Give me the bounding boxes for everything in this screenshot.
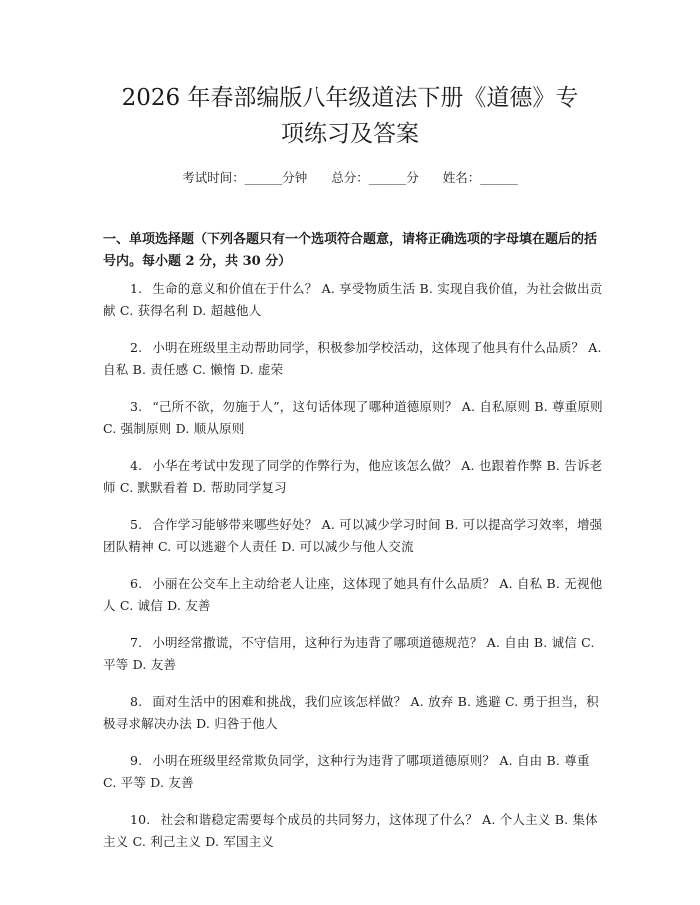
document-title	[60, 80, 640, 152]
question-text: 小华在考试中发现了同学的作弊行为，他应该怎么做？ A. 也跟着作弊 B. 告诉老师 C. 默默看着 D. 帮助同学复习	[103, 458, 603, 495]
question-number: 3.	[130, 399, 143, 414]
question-item	[103, 632, 603, 676]
question-item	[103, 809, 603, 853]
question-number: 7.	[130, 635, 143, 650]
question-list	[103, 278, 603, 868]
question-text: 社会和谐稳定需要每个成员的共同努力，这体现了什么？ A. 个人主义 B. 集体主义 C. 利己主义 D. 军国主义	[103, 812, 598, 849]
title-line-2: 项练习及答案	[281, 121, 419, 147]
question-item	[103, 514, 603, 558]
question-number: 1.	[130, 281, 143, 296]
title-line-1: 2026 年春部编版八年级道法下册《道德》专	[121, 85, 579, 111]
question-item	[103, 278, 603, 322]
student-name-label: 姓名：______	[442, 170, 518, 185]
question-text: 小明经常撒谎，不守信用，这种行为违背了哪项道德规范？ A. 自由 B. 诚信 C. 平等 D. 友善	[103, 635, 595, 672]
question-number: 10.	[130, 812, 151, 827]
question-item	[103, 337, 603, 381]
question-text: 小明在班级里主动帮助同学，积极参加学校活动，这体现了他具有什么品质？ A. 自私 B. 责任感 C. 懒惰 D. 虚荣	[103, 340, 602, 377]
question-number: 4.	[130, 458, 143, 473]
question-text: “己所不欲，勿施于人”，这句话体现了哪种道德原则？ A. 自私原则 B. 尊重原则 C. 强制原则 D. 顺从原则	[103, 399, 603, 436]
section-heading: 一、单项选择题（下列各题只有一个选项符合题意，请将正确选项的字母填在题后的括号内。每小题 2 分，共 30 分）	[103, 232, 598, 269]
question-item	[103, 750, 603, 794]
question-item	[103, 396, 603, 440]
question-text: 小丽在公交车上主动给老人让座，这体现了她具有什么品质？ A. 自私 B. 无视他人 C. 诚信 D. 友善	[103, 576, 603, 613]
question-text: 生命的意义和价值在于什么？ A. 享受物质生活 B. 实现自我价值，为社会做出贡献 C. 获得名利 D. 超越他人	[103, 281, 603, 318]
exam-time-label: 考试时间：______分钟	[182, 170, 308, 185]
question-item	[103, 455, 603, 499]
question-number: 9.	[130, 753, 143, 768]
question-number: 2.	[130, 340, 143, 355]
question-item	[103, 691, 603, 735]
question-number: 5.	[130, 517, 143, 532]
question-number: 6.	[130, 576, 143, 591]
total-score-label: 总分：______分	[331, 170, 419, 185]
question-text: 面对生活中的困难和挑战，我们应该怎样做？ A. 放弃 B. 逃避 C. 勇于担当，积极寻求解决办法 D. 归咎于他人	[103, 694, 599, 731]
exam-meta	[0, 168, 700, 186]
question-text: 小明在班级里经常欺负同学，这种行为违背了哪项道德原则？ A. 自由 B. 尊重 C. 平等 D. 友善	[103, 753, 590, 790]
question-item	[103, 573, 603, 617]
question-text: 合作学习能够带来哪些好处？ A. 可以减少学习时间 B. 可以提高学习效率，增强团队精神 C. 可以逃避个人责任 D. 可以减少与他人交流	[103, 517, 603, 554]
question-number: 8.	[130, 694, 143, 709]
